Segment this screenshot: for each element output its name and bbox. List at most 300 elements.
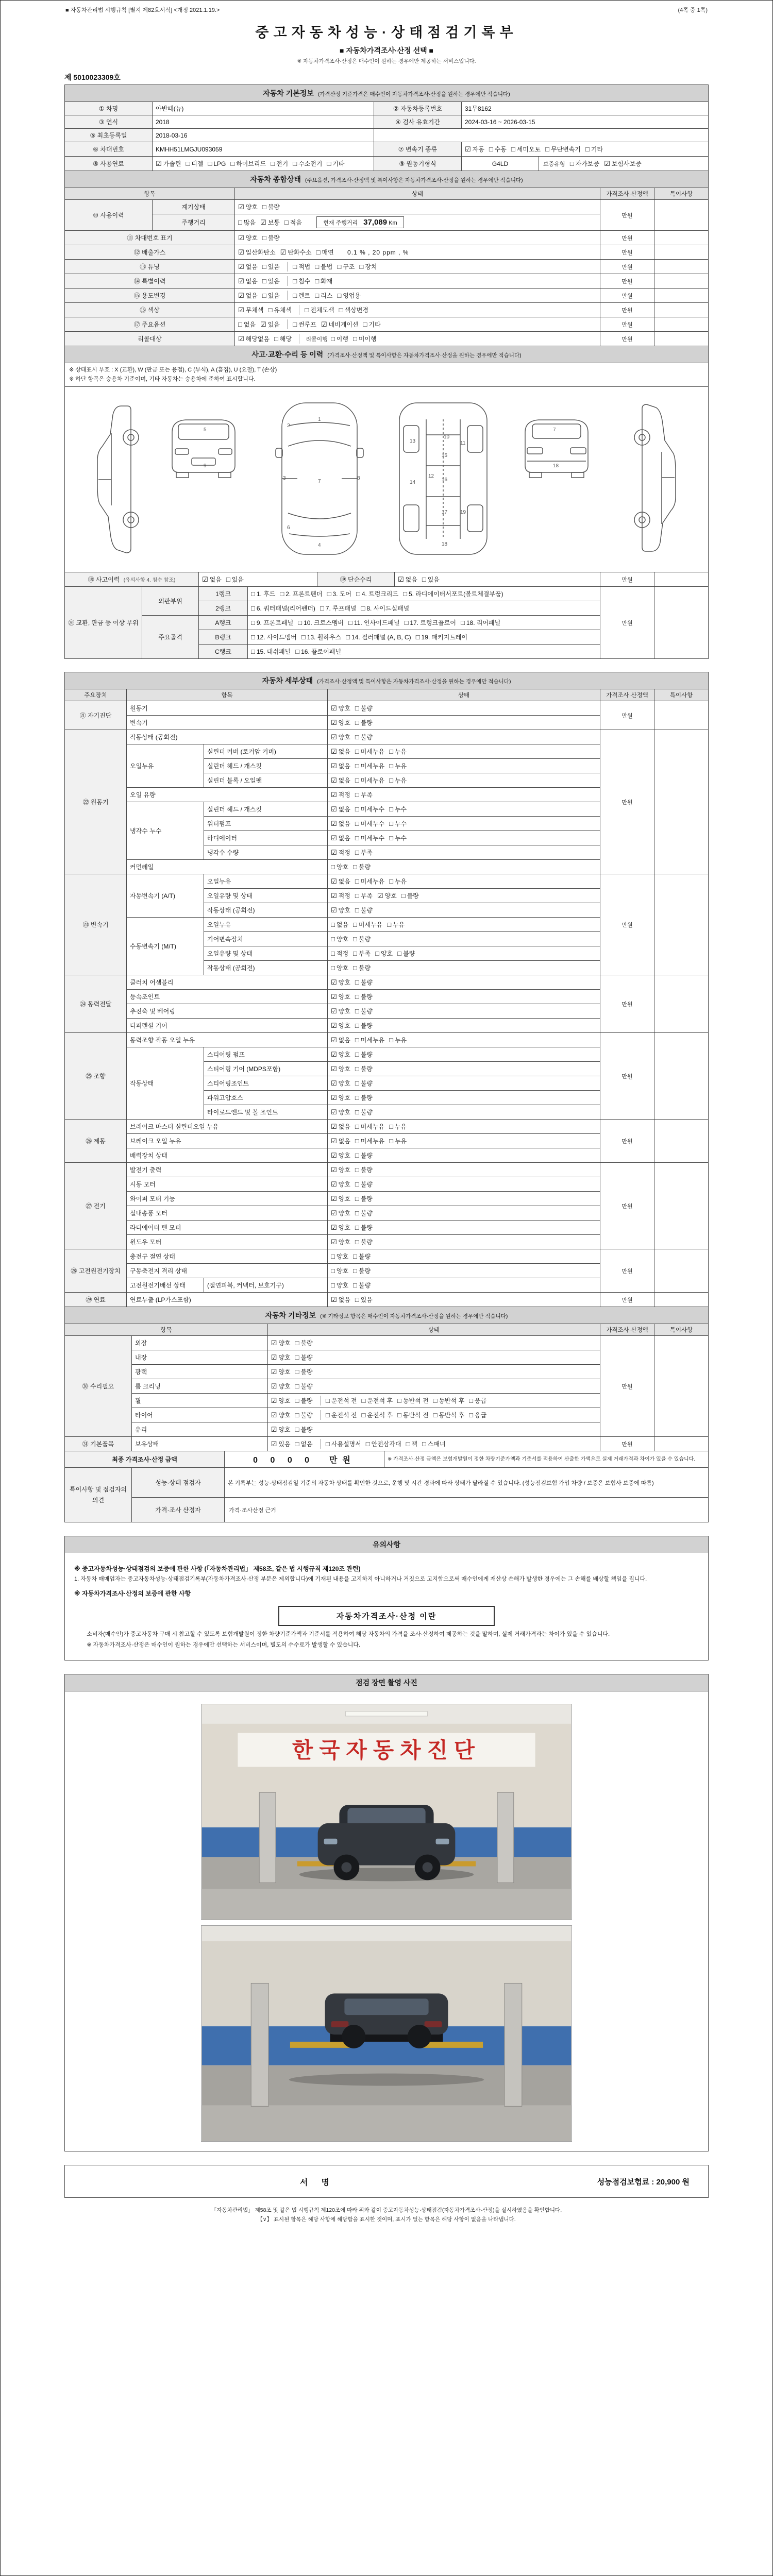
checkbox-option[interactable] — [355, 834, 384, 842]
checkbox-option[interactable] — [268, 306, 292, 314]
checkbox-option[interactable] — [238, 320, 256, 329]
unchecked-checkbox-icon: □ — [284, 218, 289, 226]
checkbox-option[interactable] — [331, 891, 350, 900]
checkbox-option[interactable] — [238, 233, 258, 242]
unchecked-checkbox-icon: □ — [355, 805, 359, 814]
checkbox-option[interactable] — [315, 291, 332, 300]
checkbox-option[interactable] — [355, 1007, 373, 1015]
checkbox-option[interactable] — [361, 604, 410, 613]
checkbox-option[interactable] — [271, 1411, 291, 1419]
checkbox-option[interactable] — [355, 1137, 384, 1145]
checkbox-option[interactable] — [389, 834, 407, 842]
checkbox-option[interactable] — [331, 1137, 350, 1145]
checkbox-option[interactable] — [331, 704, 350, 713]
checkbox-label: 양호 — [338, 1065, 350, 1073]
checkbox-option[interactable] — [355, 733, 373, 741]
reg-no-value: 31무8162 — [462, 102, 709, 115]
signature-row — [64, 2165, 709, 2198]
checkbox-option[interactable] — [260, 218, 280, 227]
checkbox-option[interactable] — [295, 1425, 313, 1434]
checkbox-option[interactable] — [389, 819, 407, 828]
checkbox-option[interactable] — [260, 320, 280, 329]
checkbox-label: 양호 — [336, 1253, 349, 1261]
checkbox-option[interactable] — [389, 761, 407, 770]
checkbox-option[interactable] — [331, 1021, 350, 1030]
col-header: 상태 — [328, 689, 600, 701]
checkbox-label: 전체도색 — [310, 307, 334, 314]
checkbox-option[interactable] — [321, 320, 359, 329]
price-cell: 만원 — [600, 231, 654, 245]
checkbox-option[interactable] — [355, 906, 373, 914]
checkbox-option[interactable] — [570, 159, 599, 168]
checkbox-option[interactable] — [262, 202, 280, 211]
checkbox-label: 불량 — [358, 964, 371, 972]
checkbox-option[interactable] — [331, 834, 350, 842]
unchecked-checkbox-icon: □ — [295, 1397, 299, 1405]
checkbox-option[interactable] — [331, 1050, 350, 1059]
checkbox-label: 불량 — [358, 936, 371, 943]
checkbox-option[interactable] — [405, 618, 456, 627]
checkbox-option[interactable] — [416, 633, 467, 641]
checkbox-option[interactable] — [545, 145, 581, 154]
checkbox-option[interactable] — [353, 862, 371, 871]
checkbox-option[interactable] — [355, 1021, 373, 1030]
part-label: 실린더 헤드 / 개스킷 — [204, 802, 328, 817]
checkbox-option[interactable] — [397, 1396, 429, 1405]
checkbox-option[interactable] — [355, 891, 373, 900]
checkbox-option[interactable] — [355, 992, 373, 1001]
checkbox-option[interactable] — [271, 1382, 291, 1391]
checkbox-option[interactable] — [238, 277, 258, 285]
part-label: 오일누유 — [204, 918, 328, 932]
unchecked-checkbox-icon: □ — [415, 633, 420, 641]
checkbox-option[interactable] — [295, 1439, 313, 1448]
checkbox-label: 13. 휠하우스 — [307, 634, 342, 641]
checkbox-option[interactable] — [389, 877, 407, 886]
checkbox-option[interactable] — [353, 949, 371, 958]
status-cell — [328, 802, 600, 817]
checkbox-option[interactable] — [406, 1439, 417, 1448]
rank-label: A랭크 — [199, 616, 248, 630]
checkbox-option[interactable] — [353, 1252, 371, 1261]
checkbox-option[interactable] — [238, 218, 256, 227]
checkbox-option[interactable] — [389, 776, 407, 785]
checkbox-option[interactable] — [355, 776, 384, 785]
checkbox-option[interactable] — [251, 647, 291, 656]
checkbox-option[interactable] — [327, 159, 344, 168]
checkbox-option[interactable] — [320, 604, 357, 613]
checkbox-option[interactable] — [331, 935, 348, 943]
checkbox-label: 불량 — [360, 993, 373, 1001]
checkbox-option[interactable] — [251, 604, 315, 613]
checkbox-option[interactable] — [251, 633, 297, 641]
checkbox-option[interactable] — [355, 1093, 373, 1102]
checkbox-option[interactable] — [337, 262, 355, 271]
checkbox-option[interactable] — [331, 862, 348, 871]
checkbox-option[interactable] — [326, 1396, 357, 1405]
unchecked-checkbox-icon: □ — [331, 921, 335, 929]
checkbox-option[interactable] — [389, 1036, 407, 1044]
checkbox-option[interactable] — [355, 747, 384, 756]
checkbox-option[interactable] — [271, 1425, 291, 1434]
checkbox-option[interactable] — [355, 1180, 373, 1189]
checkbox-label: 유채색 — [274, 307, 292, 314]
checkbox-option[interactable] — [238, 334, 270, 343]
page-title: 중고자동차성능·상태점검기록부 — [255, 25, 518, 40]
checkbox-option[interactable] — [389, 805, 407, 814]
checkbox-option[interactable] — [489, 145, 507, 154]
svg-text:16: 16 — [442, 477, 448, 483]
parts-cell — [248, 616, 600, 630]
checkbox-option[interactable] — [331, 761, 350, 770]
checkbox-option[interactable] — [355, 1194, 373, 1203]
checkbox-option[interactable] — [293, 159, 322, 168]
checkbox-option[interactable] — [356, 589, 398, 598]
checkbox-label: 없음 — [338, 1296, 350, 1304]
checkbox-option[interactable] — [331, 1036, 350, 1044]
checkbox-label: 양호 — [338, 1008, 350, 1015]
checkbox-label: 양호 — [338, 979, 350, 987]
checkbox-option[interactable] — [284, 218, 302, 227]
price-cell: 만원 — [600, 572, 654, 587]
checkbox-option[interactable] — [397, 1411, 429, 1419]
part-label: 오일유량 및 상태 — [204, 946, 328, 961]
checked-checkbox-icon: ☑ — [238, 263, 244, 270]
basic-info-table — [64, 84, 709, 171]
checkbox-option[interactable] — [359, 262, 377, 271]
checkbox-option[interactable] — [355, 704, 373, 713]
checkbox-option[interactable] — [433, 1396, 465, 1405]
checkbox-option[interactable] — [331, 906, 350, 914]
checkbox-option[interactable] — [465, 145, 484, 154]
unchecked-checkbox-icon: □ — [352, 335, 357, 343]
status-cell — [328, 1105, 600, 1120]
checkbox-option[interactable] — [331, 1223, 350, 1232]
checkbox-option[interactable] — [355, 877, 384, 886]
checkbox-label: 불량 — [358, 1267, 371, 1275]
transmission-checks — [462, 142, 709, 157]
checkbox-option[interactable] — [262, 233, 280, 242]
checkbox-option[interactable] — [156, 159, 181, 168]
checkbox-option[interactable] — [301, 633, 341, 641]
checkbox-option[interactable] — [271, 1338, 291, 1347]
part-label: 작동상태 (공회전) — [204, 903, 328, 918]
remark-cell — [654, 289, 709, 303]
checkbox-option[interactable] — [389, 1137, 407, 1145]
checkbox-option[interactable] — [403, 589, 503, 598]
checkbox-label: 양호 — [338, 1195, 350, 1203]
checkbox-option[interactable] — [331, 733, 350, 741]
checkbox-option[interactable] — [375, 949, 393, 958]
checkbox-option[interactable] — [355, 848, 373, 857]
checkbox-option[interactable] — [280, 589, 322, 598]
checkbox-option[interactable] — [401, 891, 419, 900]
checkbox-option[interactable] — [293, 291, 310, 300]
unchecked-checkbox-icon: □ — [361, 1411, 366, 1419]
checkbox-option[interactable] — [361, 1411, 393, 1419]
checkbox-option[interactable] — [355, 790, 373, 799]
checkbox-option[interactable] — [366, 1439, 401, 1448]
checkbox-option[interactable] — [202, 575, 222, 584]
unchecked-checkbox-icon: □ — [469, 1411, 474, 1419]
unchecked-checkbox-icon: □ — [353, 935, 357, 943]
checkbox-label: 없음 — [338, 806, 350, 814]
checkbox-option[interactable] — [511, 145, 541, 154]
checkbox-option[interactable] — [389, 747, 407, 756]
status-cell — [235, 274, 600, 289]
checkbox-option[interactable] — [271, 1396, 291, 1405]
checkbox-option[interactable] — [331, 1151, 350, 1160]
checkbox-option[interactable] — [238, 306, 263, 314]
checkbox-option[interactable] — [331, 1252, 348, 1261]
checkbox-option[interactable] — [355, 1209, 373, 1217]
checkbox-option[interactable] — [331, 848, 350, 857]
checkbox-option[interactable] — [397, 949, 415, 958]
checkbox-option[interactable] — [348, 618, 400, 627]
price-cell: 만원 — [600, 289, 654, 303]
checkbox-label: 적정 — [338, 791, 350, 799]
checkbox-option[interactable] — [280, 248, 312, 257]
checkbox-option[interactable] — [353, 334, 377, 343]
inspection-photo-rear — [201, 1925, 572, 2142]
unchecked-checkbox-icon: □ — [226, 575, 230, 584]
remark-cell — [654, 730, 709, 874]
checkbox-option[interactable] — [262, 277, 280, 285]
unchecked-checkbox-icon: □ — [315, 292, 320, 299]
checkbox-option[interactable] — [355, 761, 384, 770]
checkbox-option[interactable] — [331, 1165, 350, 1174]
checkbox-option[interactable] — [293, 262, 310, 271]
checkbox-option[interactable] — [355, 819, 384, 828]
checkbox-option[interactable] — [271, 1439, 291, 1448]
checked-checkbox-icon: ☑ — [331, 978, 337, 987]
checkbox-option[interactable] — [331, 1194, 350, 1203]
checkbox-option[interactable] — [353, 963, 371, 972]
checkbox-option[interactable] — [331, 819, 350, 828]
checked-checkbox-icon: ☑ — [331, 1036, 337, 1044]
checkbox-option[interactable] — [251, 618, 293, 627]
remark-cell — [654, 1163, 709, 1249]
checkbox-option[interactable] — [355, 1238, 373, 1246]
checkbox-option[interactable] — [353, 1266, 371, 1275]
checkbox-option[interactable] — [238, 262, 258, 271]
checkbox-option[interactable] — [355, 1064, 373, 1073]
checkbox-option[interactable] — [337, 291, 361, 300]
svg-text:5: 5 — [204, 427, 207, 433]
checkbox-option[interactable] — [331, 1093, 350, 1102]
checkbox-option[interactable] — [331, 1079, 350, 1088]
checkbox-label: 침수 — [298, 278, 311, 285]
item-label: 와이퍼 모터 기능 — [127, 1192, 328, 1206]
checkbox-label: 양호 — [336, 964, 349, 972]
checkbox-option[interactable] — [422, 1439, 446, 1448]
svg-text:17: 17 — [442, 510, 448, 516]
checkbox-option[interactable] — [331, 963, 348, 972]
checkbox-option[interactable] — [331, 805, 350, 814]
checkbox-option[interactable] — [353, 935, 371, 943]
checkbox-option[interactable] — [355, 1108, 373, 1116]
checkbox-option[interactable] — [461, 618, 500, 627]
checkbox-option[interactable] — [331, 790, 350, 799]
status-cell — [328, 1076, 600, 1091]
checkbox-option[interactable] — [363, 320, 381, 329]
checkbox-option[interactable] — [295, 1353, 313, 1362]
checkbox-option[interactable] — [585, 145, 603, 154]
checkbox-label: 6. 쿼터패널(리어펜더) — [256, 605, 315, 613]
checkbox-label: 없음 — [336, 921, 349, 929]
checkbox-option[interactable] — [331, 978, 350, 987]
checkbox-option[interactable] — [331, 1238, 350, 1246]
checkbox-option[interactable] — [226, 575, 244, 584]
checkbox-option[interactable] — [326, 1411, 357, 1419]
checkbox-option[interactable] — [295, 1338, 313, 1347]
checkbox-option[interactable] — [355, 1036, 384, 1044]
checkbox-option[interactable] — [186, 159, 203, 168]
unchecked-checkbox-icon: □ — [404, 619, 409, 627]
checkbox-label: 미세누수 — [360, 835, 385, 842]
checkbox-option[interactable] — [331, 718, 350, 727]
checkbox-option[interactable] — [305, 306, 334, 314]
checkbox-option[interactable] — [469, 1411, 486, 1419]
checkbox-label: 양호 — [278, 1340, 291, 1347]
checkbox-label: 가솔린 — [163, 160, 181, 167]
checkbox-option[interactable] — [355, 805, 384, 814]
checkbox-option[interactable] — [295, 1382, 313, 1391]
checkbox-option[interactable] — [251, 589, 275, 598]
checkbox-option[interactable] — [274, 334, 292, 343]
item-label: 발전기 출력 — [127, 1163, 328, 1177]
checkbox-label: 누유 — [394, 1123, 407, 1131]
checkbox-option[interactable] — [315, 262, 332, 271]
checkbox-option[interactable] — [353, 1281, 371, 1290]
checkbox-option[interactable] — [361, 1396, 393, 1405]
checkbox-option[interactable] — [295, 1411, 313, 1419]
rank-label: C랭크 — [199, 645, 248, 659]
checkbox-option[interactable] — [331, 747, 350, 756]
checkbox-option[interactable] — [238, 202, 258, 211]
checkbox-option[interactable] — [355, 1079, 373, 1088]
checkbox-option[interactable] — [331, 334, 348, 343]
checkbox-option[interactable] — [331, 1064, 350, 1073]
status-cell — [328, 1278, 600, 1293]
checkbox-option[interactable] — [355, 718, 373, 727]
checkbox-label: 불량 — [407, 892, 419, 900]
checkbox-option[interactable] — [331, 1007, 350, 1015]
checkbox-option[interactable] — [387, 920, 405, 929]
checkbox-option[interactable] — [293, 277, 310, 285]
unchecked-checkbox-icon: □ — [355, 704, 359, 713]
part-label: 파워고압호스 — [204, 1091, 328, 1105]
checked-checkbox-icon: ☑ — [331, 1123, 337, 1131]
checkbox-option[interactable] — [316, 248, 334, 257]
unchecked-checkbox-icon: □ — [422, 575, 426, 584]
checkbox-option[interactable] — [355, 1050, 373, 1059]
checkbox-option[interactable] — [331, 877, 350, 886]
price-cell: 만원 — [600, 975, 654, 1033]
checkbox-option[interactable] — [331, 1209, 350, 1217]
checkbox-option[interactable] — [398, 575, 417, 584]
checkbox-option[interactable] — [355, 1295, 373, 1304]
checkbox-option[interactable] — [315, 277, 332, 285]
checkbox-label: 자동 — [472, 146, 484, 153]
checkbox-option[interactable] — [271, 1353, 291, 1362]
checkbox-label: 세미오토 — [516, 146, 541, 153]
checkbox-option[interactable] — [331, 1266, 348, 1275]
checkbox-option[interactable] — [355, 1151, 373, 1160]
checkbox-option[interactable] — [208, 160, 226, 167]
checkbox-option[interactable] — [331, 992, 350, 1001]
checkbox-option[interactable] — [262, 262, 280, 271]
checkbox-option[interactable] — [355, 1165, 373, 1174]
checkbox-option[interactable] — [238, 291, 258, 300]
unchecked-checkbox-icon: □ — [355, 906, 359, 914]
svg-text:10: 10 — [444, 434, 450, 440]
checkbox-option[interactable] — [271, 1367, 291, 1376]
checkbox-option[interactable] — [331, 1122, 350, 1131]
checkbox-option[interactable] — [422, 575, 440, 584]
checked-checkbox-icon: ☑ — [331, 834, 337, 842]
checkbox-option[interactable] — [230, 159, 266, 168]
checkbox-option[interactable] — [346, 633, 411, 641]
checkbox-option[interactable] — [295, 1367, 313, 1376]
checkbox-label: 불량 — [360, 1051, 373, 1059]
checkbox-label: 5. 라디에이터서포트(볼트체결부품) — [408, 590, 503, 598]
checkbox-label: 누수 — [394, 806, 407, 814]
checkbox-option[interactable] — [295, 647, 341, 656]
checkbox-option[interactable] — [331, 1295, 350, 1304]
checkbox-option[interactable] — [355, 978, 373, 987]
part-label: 실린더 블록 / 오일팬 — [204, 773, 328, 788]
checkbox-option[interactable] — [604, 159, 642, 168]
checkbox-label: 불량 — [360, 705, 373, 713]
svg-text:15: 15 — [442, 453, 448, 459]
row-label: ⑪ 차대번호 표기 — [65, 231, 235, 245]
checkbox-option[interactable] — [355, 1223, 373, 1232]
checkbox-option[interactable] — [327, 589, 351, 598]
checkbox-option[interactable] — [389, 1122, 407, 1131]
row-label: ⑫ 배출가스 — [65, 245, 235, 260]
checkbox-option[interactable] — [331, 949, 348, 958]
checkbox-option[interactable] — [339, 306, 368, 314]
checkbox-option[interactable] — [298, 618, 344, 627]
checkbox-option[interactable] — [326, 1439, 361, 1448]
unchecked-checkbox-icon: □ — [327, 160, 331, 167]
checkbox-option[interactable] — [353, 920, 382, 929]
checkbox-option[interactable] — [295, 1396, 313, 1405]
checkbox-option[interactable] — [271, 159, 288, 168]
parts-cell — [248, 587, 600, 601]
checkbox-option[interactable] — [262, 291, 280, 300]
checkbox-option[interactable] — [331, 1108, 350, 1116]
unchecked-checkbox-icon: □ — [585, 145, 590, 153]
checkbox-option[interactable] — [238, 248, 276, 257]
checkbox-label: 양호 — [278, 1426, 291, 1434]
checkbox-label: 양호 — [338, 1094, 350, 1102]
checkbox-option[interactable] — [331, 920, 348, 929]
checkbox-option[interactable] — [331, 1281, 348, 1290]
checkbox-option[interactable] — [355, 1122, 384, 1131]
checkbox-label: 해당없음 — [245, 335, 270, 343]
checkbox-option[interactable] — [293, 320, 316, 329]
status-cell — [328, 817, 600, 831]
parts-cell — [248, 601, 600, 616]
checkbox-option[interactable] — [433, 1411, 465, 1419]
checkbox-option[interactable] — [331, 1180, 350, 1189]
checkbox-option[interactable] — [469, 1396, 486, 1405]
unchecked-checkbox-icon: □ — [353, 921, 357, 929]
checkbox-option[interactable] — [377, 891, 397, 900]
checkbox-option[interactable] — [331, 776, 350, 785]
